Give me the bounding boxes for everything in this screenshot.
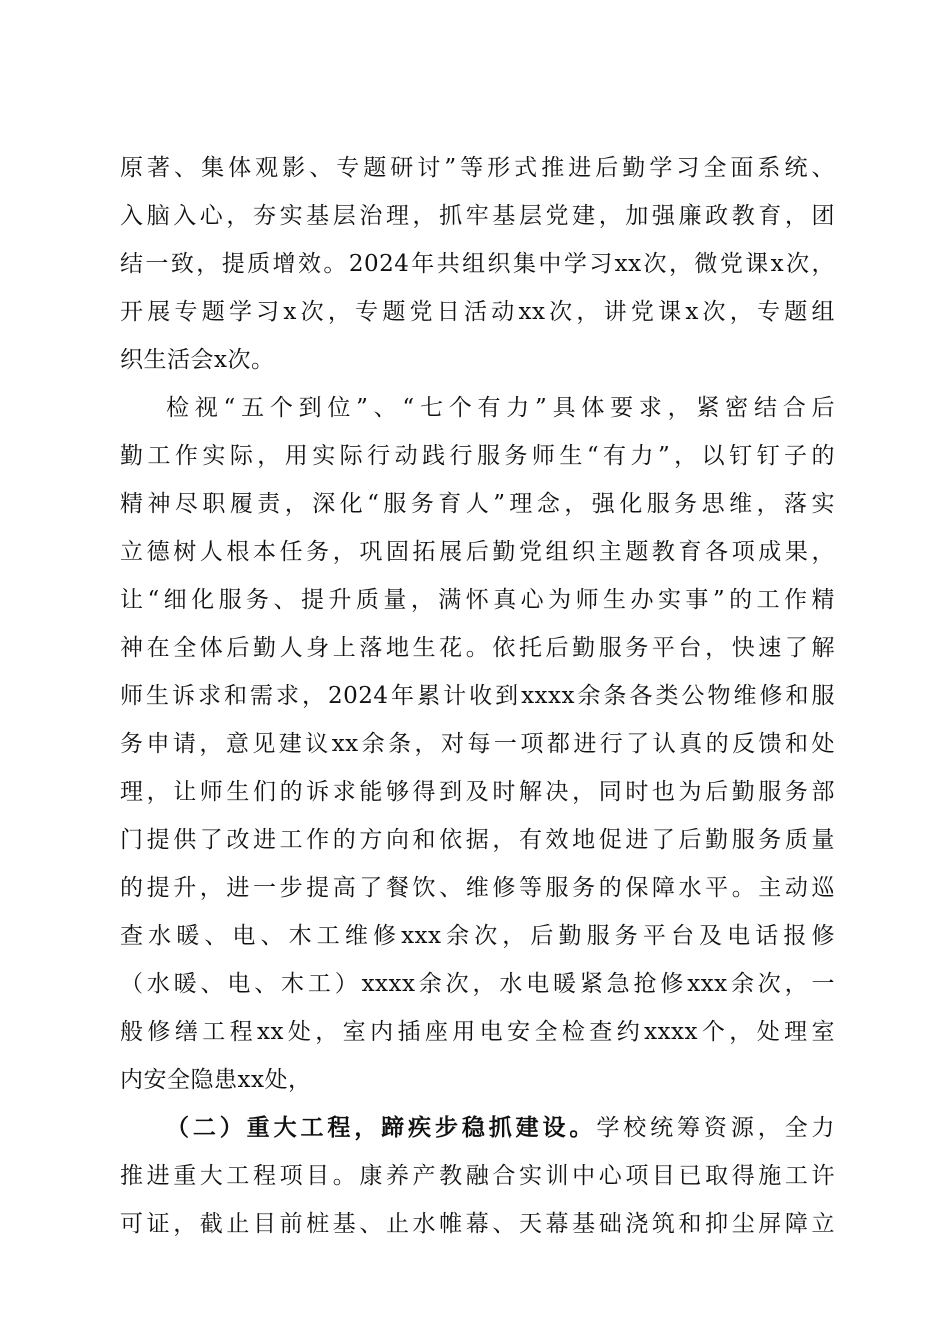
paragraph-line: 神在全体后勤人身上落地生花。依托后勤服务平台，快速了解: [120, 635, 835, 661]
paragraph-line: 入脑入心，夯实基层治理，抓牢基层党建，加强廉政教育，团: [120, 203, 835, 229]
paragraph-line: 推进重大工程项目。康养产教融合实训中心项目已取得施工许: [120, 1163, 835, 1189]
section-heading-rest: 学校统筹资源，全力: [596, 1115, 836, 1141]
paragraph-line: 勤工作实际，用实际行动践行服务师生“有力”，以钉钉子的: [120, 443, 835, 469]
section-heading: （二）重大工程，蹄疾步稳抓建设。: [166, 1114, 597, 1141]
paragraph-line: 务申请，意见建议xx余条，对每一项都进行了认真的反馈和处: [120, 731, 835, 757]
paragraph-line: 开展专题学习x次，专题党日活动xx次，讲党课x次，专题组: [120, 299, 835, 325]
paragraph-line: 结一致，提质增效。2024年共组织集中学习xx次，微党课x次，: [120, 251, 835, 277]
paragraph-line: 师生诉求和需求，2024年累计收到xxxx余条各类公物维修和服: [120, 683, 835, 709]
paragraph-line: 理，让师生们的诉求能够得到及时解决，同时也为后勤服务部: [120, 779, 835, 805]
paragraph-line: 让“细化服务、提升质量，满怀真心为师生办实事”的工作精: [120, 587, 835, 613]
paragraph-line: 门提供了改进工作的方向和依据，有效地促进了后勤服务质量: [120, 827, 835, 853]
paragraph-line: 织生活会x次。: [120, 347, 275, 373]
section-heading-line: [166, 1108, 835, 1148]
paragraph-line: （水暖、电、木工）xxxx余次，水电暖紧急抢修xxx余次，一: [120, 971, 835, 997]
paragraph-line: 立德树人根本任务，巩固拓展后勤党组织主题教育各项成果，: [120, 539, 835, 565]
paragraph-line: 般修缮工程xx处，室内插座用电安全检查约xxxx个，处理室: [120, 1019, 835, 1045]
paragraph-line: 精神尽职履责，深化“服务育人”理念，强化服务思维，落实: [120, 491, 835, 517]
paragraph-line: 查水暖、电、木工维修xxx余次，后勤服务平台及电话报修: [120, 923, 835, 949]
paragraph-line: 原著、集体观影、专题研讨”等形式推进后勤学习全面系统、: [120, 155, 835, 181]
paragraph-line: 可证，截止目前桩基、止水帷幕、天幕基础浇筑和抑尘屏障立: [120, 1211, 835, 1237]
paragraph-line: 的提升，进一步提高了餐饮、维修等服务的保障水平。主动巡: [120, 875, 835, 901]
paragraph-line: 检视“五个到位”、“七个有力”具体要求，紧密结合后: [166, 395, 835, 421]
paragraph-line: 内安全隐患xx处，: [120, 1067, 312, 1093]
